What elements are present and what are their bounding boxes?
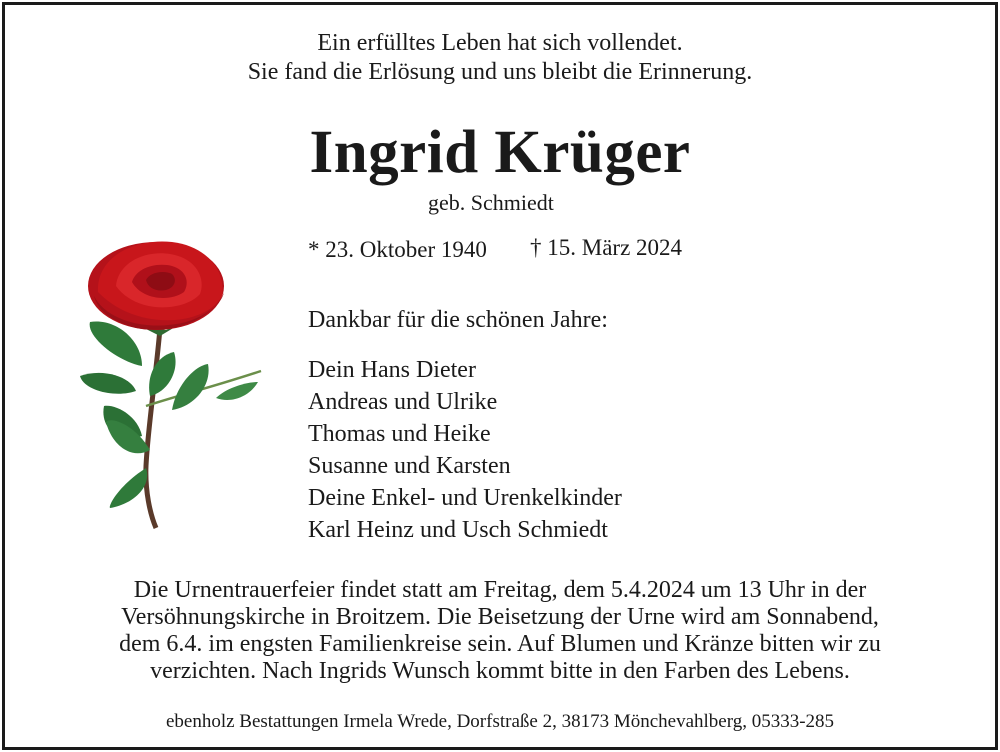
mourner: Thomas und Heike [308,421,491,447]
notice-line: Die Urnentrauerfeier findet statt am Freitag, dem 5.4.2024 um 13 Uhr in der [133,577,867,603]
undertaker-footer: ebenholz Bestattungen Irmela Wrede, Dorfstraße 2, 38173 Mönchevahlberg, 05333-285 [165,711,835,732]
notice-line: dem 6.4. im engsten Familienkreise sein. Auf Blumen und Kränze bitten wir zu [119,631,881,657]
mourners-list [308,354,622,546]
birth-name: geb. Schmiedt [428,190,554,215]
funeral-notice [0,577,1000,685]
mourner: Dein Hans Dieter [308,357,476,383]
motto [0,29,1000,87]
birth-date: * 23. Oktober 1940 [308,237,487,262]
notice-line: verzichten. Nach Ingrids Wunsch kommt bitte in den Farben des Lebens. [150,658,850,684]
mourner: Karl Heinz und Usch Schmiedt [308,517,608,543]
death-date: † 15. März 2024 [530,235,683,260]
red-rose-icon [76,236,266,532]
thanks-line: Dankbar für die schönen Jahre: [308,307,608,333]
mourner: Susanne und Karsten [308,453,511,479]
mourner: Deine Enkel- und Urenkelkinder [308,485,622,511]
motto-line-1: Ein erfülltes Leben hat sich vollendet. [317,30,683,56]
motto-line-2: Sie fand die Erlösung und uns bleibt die Erinnerung. [247,59,753,85]
deceased-name: Ingrid Krüger [309,119,691,186]
mourner: Andreas und Ulrike [308,389,498,415]
notice-line: Versöhnungskirche in Broitzem. Die Beisetzung der Urne wird am Sonnabend, [121,604,879,630]
